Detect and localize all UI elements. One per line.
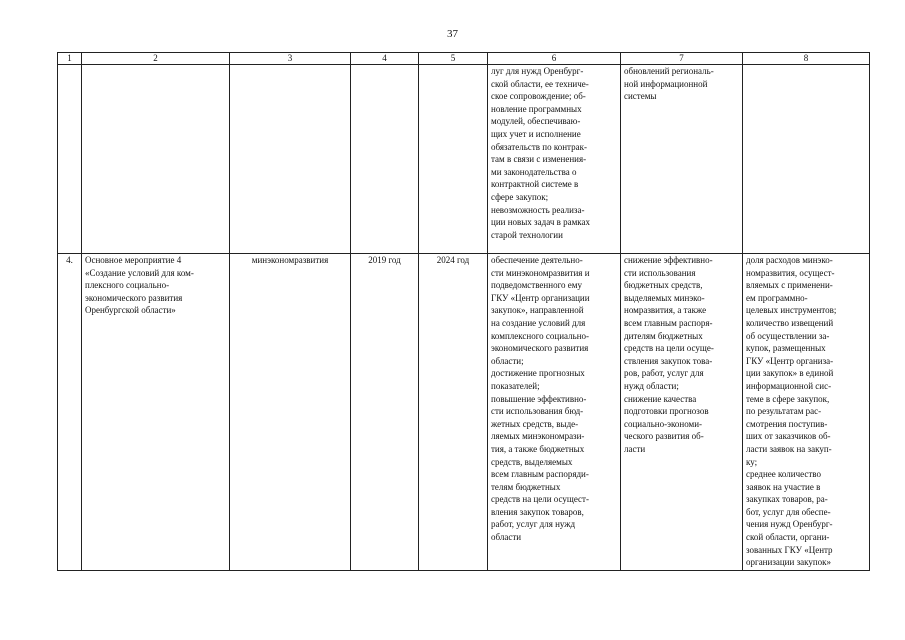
column-header-6: 6	[488, 53, 621, 65]
column-header-4: 4	[351, 53, 419, 65]
cell-expected-result: луг для нужд Оренбург- ской области, ее техниче- ское сопровождение; об- новление программных модулей, обеспечиваю- щих учет и исполнение обязательств по контрак- там в связи с изменения- ми законодательства о контрактной системе в сфере закупок; невозможность реализа- ции новых задач в рамках старой технологии	[488, 65, 621, 254]
cell-executor: минэкономразвития	[230, 254, 351, 571]
cell-consequences: обновлений региональ- ной информационной системы	[621, 65, 743, 254]
column-header-1: 1	[58, 53, 82, 65]
cell-number: 4.	[58, 254, 82, 571]
cell-executor	[230, 65, 351, 254]
cell-expected-result: обеспечение деятельно- сти минэкономразвития и подведомственного ему ГКУ «Центр организации закупок», направленной на создание условий для комплексного социально- экономического развития области; достижение прогнозных показателей; повышение эффективно- сти использования бюд- жетных средств, выде- ляемых минэкономрази- тия, а также бюджетных средств, выделяемых всем главным распоряди- телям бюджетных средств на цели осущест- вления закупок товаров, работ, услуг для нужд области	[488, 254, 621, 571]
cell-number	[58, 65, 82, 254]
cell-event-name: Основное мероприятие 4 «Создание условий для ком- плексного социально- экономического развития Оренбургской области»	[82, 254, 230, 571]
column-header-7: 7	[621, 53, 743, 65]
table-row	[58, 254, 870, 571]
cell-event-name	[82, 65, 230, 254]
table-header-row	[58, 53, 870, 65]
program-table	[57, 52, 870, 571]
cell-start-year: 2019 год	[351, 254, 419, 571]
cell-indicators: доля расходов минэко- номразвития, осущест- вляемых с применени- ем программно- целевых инструментов; количество извещений об осуществлении за- купок, размещенных ГКУ «Центр организа- ции закупок» в единой информационной сис- теме в сфере закупок, по результатам рас- смотрения поступив- ших от заказчиков об- ласти заявок на закуп- ку; среднее количество заявок на участие в закупках товаров, ра- бот, услуг для обеспе- чения нужд Оренбург- ской области, органи- зованных ГКУ «Центр организации закупок»	[743, 254, 870, 571]
column-header-3: 3	[230, 53, 351, 65]
column-header-8: 8	[743, 53, 870, 65]
cell-indicators	[743, 65, 870, 254]
page-number: 37	[447, 28, 458, 40]
cell-consequences: снижение эффективно- сти использования бюджетных средств, выделяемых минэко- номразвития, а также всем главным распоря- дителям бюджетных средств на цели осуще- ствления закупок това- ров, работ, услуг для нужд области; снижение качества подготовки прогнозов социально-экономи- ческого развития об- ласти	[621, 254, 743, 571]
cell-start-year	[351, 65, 419, 254]
cell-end-year	[419, 65, 488, 254]
table-row	[58, 65, 870, 254]
column-header-5: 5	[419, 53, 488, 65]
column-header-2: 2	[82, 53, 230, 65]
cell-end-year: 2024 год	[419, 254, 488, 571]
